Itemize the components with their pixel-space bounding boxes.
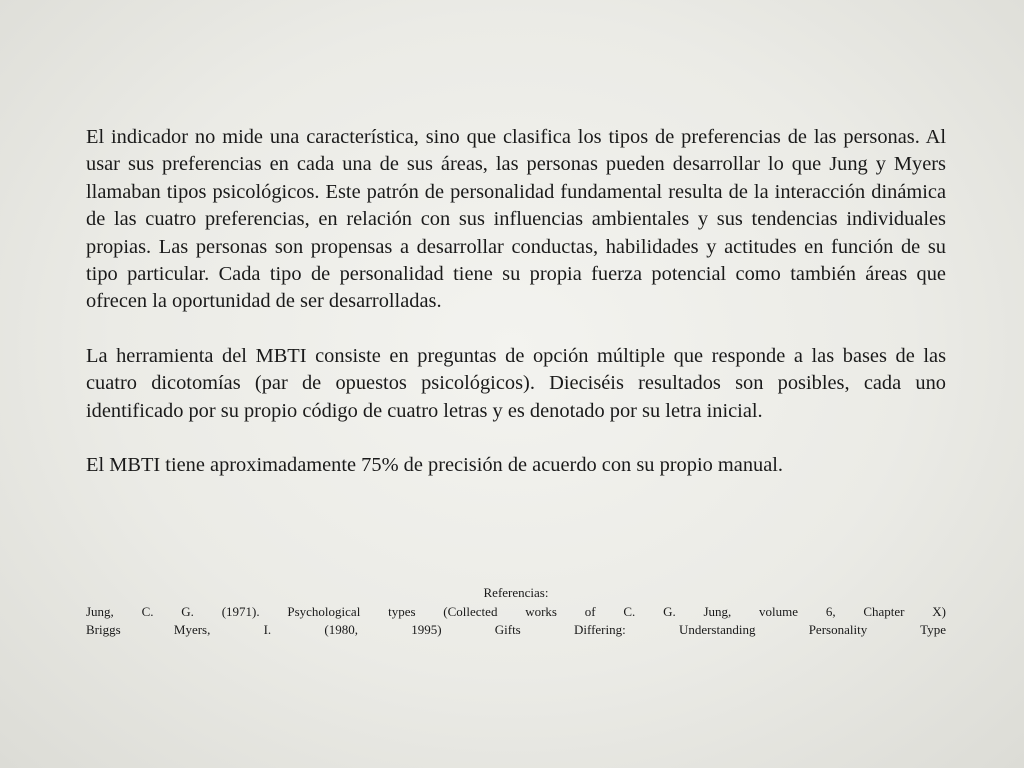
paragraph-mbti-tool: La herramienta del MBTI consiste en preguntas de opción múltiple que responde a las bases de las cuatro dicotomías (par de opuestos psicológicos). Dieciséis resultados son posibles, cada uno identificado por su propio código de cuatro letras y es denotado por su letra inicial. [86,344,946,422]
references-title: Referencias: [483,585,549,600]
reference-item-briggs-myers: Briggs Myers, I. (1980, 1995) Gifts Differing: Understanding Personality Type [86,622,946,637]
paragraph-indicator: El indicador no mide una característica, sino que clasifica los tipos de preferencias de las personas. Al usar sus preferencias en cada una de sus áreas, las personas pueden desarrollar lo que Jung y Myers llamaban tipos psicológicos. Este patrón de personalidad fundamental resulta de la interacción dinámica de las cuatro preferencias, en relación con sus influencias ambientales y sus tendencias individuales propias. Las personas son propensas a desarrollar conductas, habilidades y actitudes en función de su tipo particular. Cada tipo de personalidad tiene su propia fuerza potencial como también áreas que ofrecen la oportunidad de ser desarrolladas. [86,126,946,313]
reference-item-jung: Jung, C. G. (1971). Psychological types (Collected works of C. G. Jung, volume 6, Chapter X) [86,603,946,619]
slide-body [86,124,946,479]
paragraph-mbti-precision: El MBTI tiene aproximadamente 75% de precisión de acuerdo con su propio manual. [86,454,784,477]
references-section [86,584,946,640]
